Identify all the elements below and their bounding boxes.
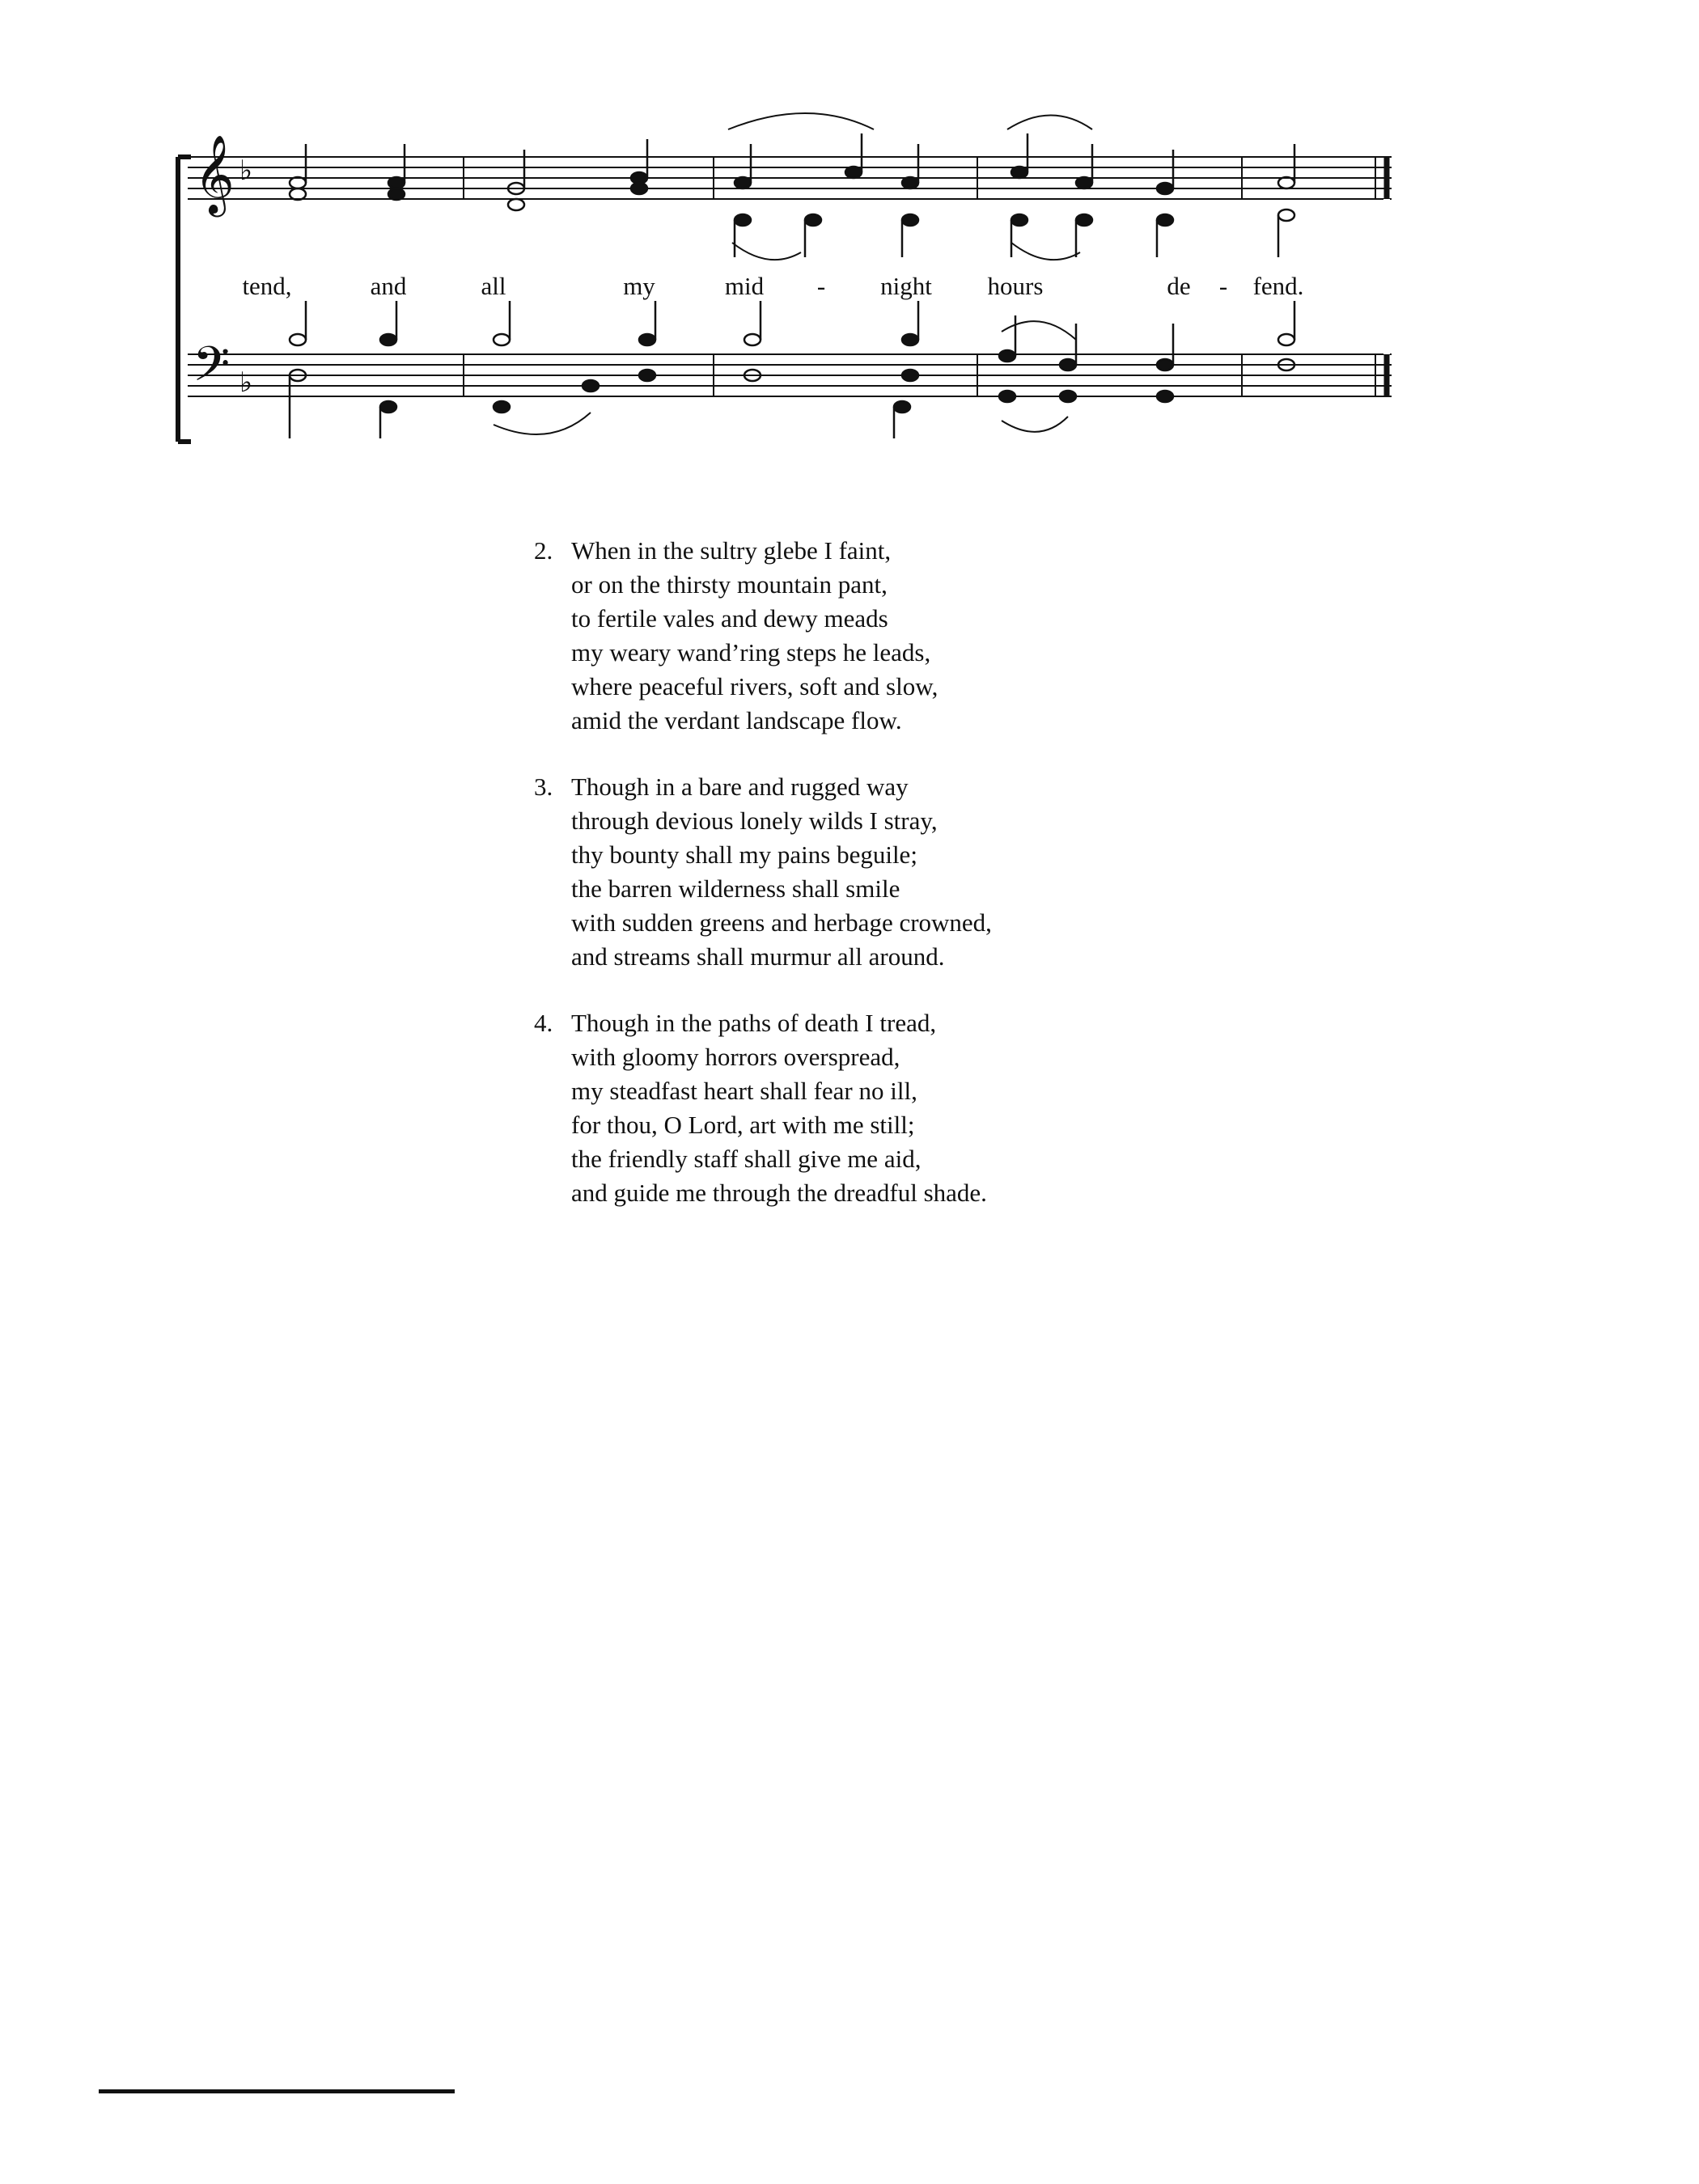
verse-2 xyxy=(534,534,938,738)
treble-notes xyxy=(290,133,1294,257)
lyric-syllable: mid xyxy=(724,272,765,300)
verse-line: the barren wilderness shall smile xyxy=(571,874,900,903)
verse-line: for thou, O Lord, art with me still; xyxy=(571,1111,915,1139)
music-score xyxy=(0,0,1699,453)
lyric-syllable: my xyxy=(623,272,655,300)
lyric-syllable: - xyxy=(816,272,826,300)
bass-notes xyxy=(290,301,1294,438)
verse-line: my steadfast heart shall fear no ill, xyxy=(571,1077,917,1105)
verse-line: thy bounty shall my pains beguile; xyxy=(571,840,917,869)
lyric-syllable: hours xyxy=(987,272,1044,300)
verse-line: and streams shall murmur all around. xyxy=(571,942,945,971)
verse-line: or on the thirsty mountain pant, xyxy=(571,570,888,599)
verse-3 xyxy=(534,770,992,974)
lyric-syllable: - xyxy=(1218,272,1228,300)
treble-staff xyxy=(188,157,1392,199)
bass-staff xyxy=(188,354,1392,396)
lyric-syllable: tend, xyxy=(242,272,292,300)
verse-line: to fertile vales and dewy meads xyxy=(571,604,888,633)
key-signature-flat-icon: ♭ xyxy=(239,154,253,187)
lyric-syllable: and xyxy=(370,272,407,300)
verse-line: with sudden greens and herbage crowned, xyxy=(571,908,992,937)
lyric-syllable: night xyxy=(880,272,932,300)
verse-number: 3. xyxy=(534,772,553,801)
verse-line: Though in the paths of death I tread, xyxy=(571,1009,937,1037)
verse-line: When in the sultry glebe I faint, xyxy=(571,536,892,565)
verse-line: and guide me through the dreadful shade. xyxy=(571,1179,987,1207)
verse-line: Though in a bare and rugged way xyxy=(571,772,909,801)
lyric-syllable: fend. xyxy=(1252,272,1304,300)
verse-number: 2. xyxy=(534,536,553,565)
treble-clef-icon: 𝄞 xyxy=(194,134,235,214)
verse-line: my weary wand’ring steps he leads, xyxy=(571,638,931,667)
lyric-syllable: de xyxy=(1167,272,1191,300)
bass-ties xyxy=(494,321,1076,434)
key-signature-flat-icon: ♭ xyxy=(239,366,253,399)
verse-line: through devious lonely wilds I stray, xyxy=(571,806,938,835)
verse-line: where peaceful rivers, soft and slow, xyxy=(571,672,938,700)
verse-line: amid the verdant landscape flow. xyxy=(571,706,902,734)
bass-clef-icon: 𝄢 xyxy=(193,336,231,404)
verse-line: the friendly staff shall give me aid, xyxy=(571,1145,922,1173)
verse-number: 4. xyxy=(534,1009,553,1037)
verse-line: with gloomy horrors overspread, xyxy=(571,1043,900,1071)
verse-4 xyxy=(534,1006,987,1210)
footnote-rule xyxy=(99,2089,455,2093)
lyric-syllable: all xyxy=(481,272,506,300)
